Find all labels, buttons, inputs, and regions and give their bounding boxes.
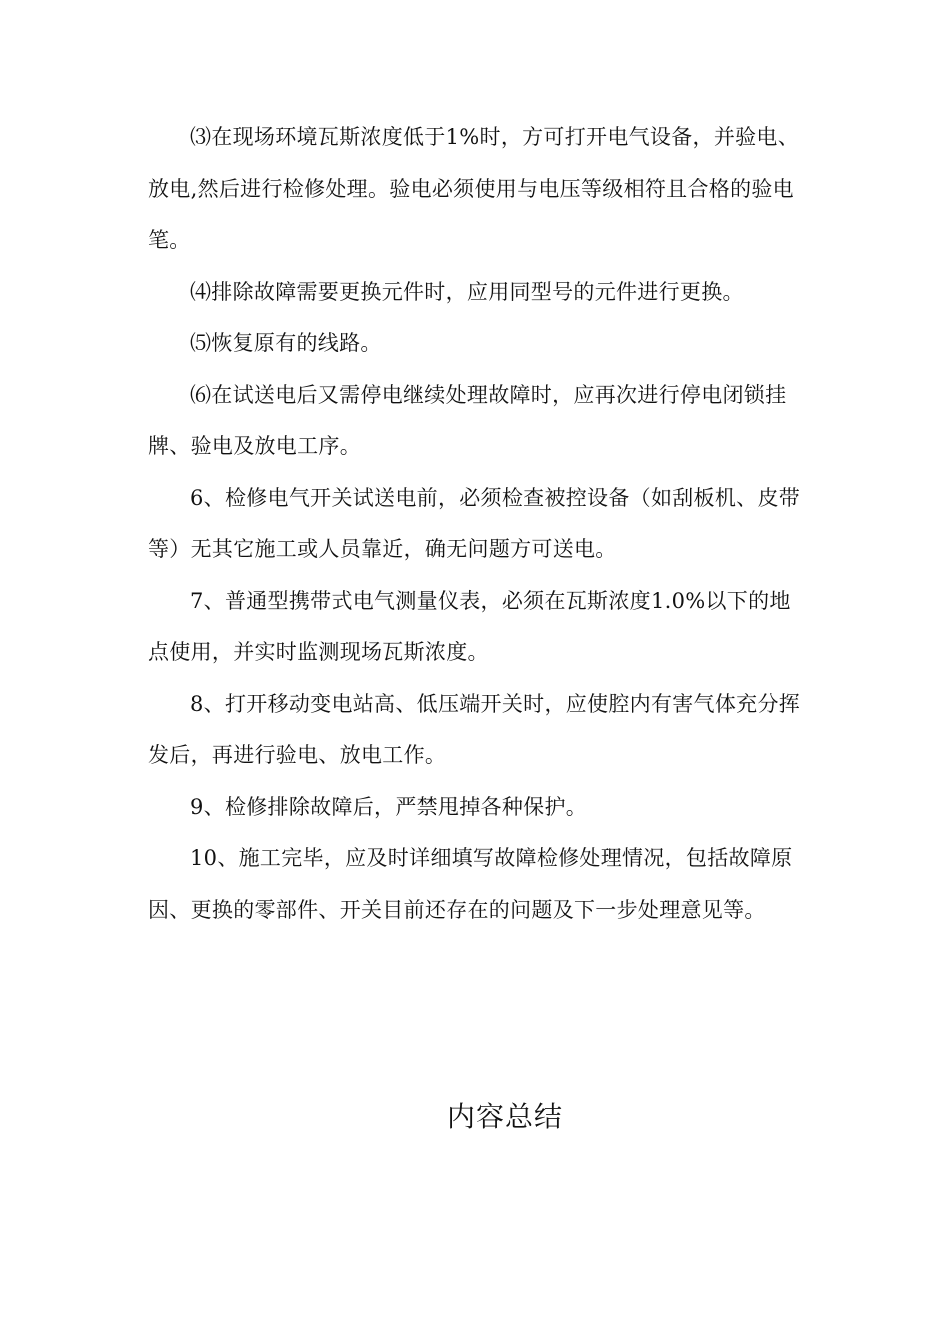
paragraph-rule-10: 10、施工完毕，应及时详细填写故障检修处理情况，包括故障原因、更换的零部件、开关目前还存在的问题及下一步处理意见等。 [148, 846, 793, 922]
body-text [148, 112, 808, 936]
paragraph-item-4: ⑷排除故障需要更换元件时，应用同型号的元件进行更换。 [190, 279, 744, 304]
paragraph-item-5: ⑸恢复原有的线路。 [190, 331, 382, 355]
paragraph-rule-9: 9、检修排除故障后，严禁甩掉各种保护。 [190, 794, 588, 819]
section-heading: 内容总结 [446, 1100, 563, 1133]
paragraph-rule-7: 7、普通型携带式电气测量仪表，必须在瓦斯浓度1.0%以下的地点使用，并实时监测现场瓦斯浓度。 [148, 588, 791, 664]
paragraph-item-3: ⑶在现场环境瓦斯浓度低于1%时，方可打开电气设备，并验电、放电,然后进行检修处理。验电必须使用与电压等级相符且合格的验电笔。 [148, 125, 800, 252]
paragraph-rule-6: 6、检修电气开关试送电前，必须检查被控设备（如刮板机、皮带等）无其它施工或人员靠近，确无问题方可送电。 [148, 485, 801, 561]
paragraph-rule-8: 8、打开移动变电站高、低压端开关时，应使腔内有害气体充分挥发后，再进行验电、放电工作。 [148, 691, 801, 767]
paragraph-item-6: ⑹在试送电后又需停电继续处理故障时，应再次进行停电闭锁挂牌、验电及放电工序。 [148, 382, 787, 458]
